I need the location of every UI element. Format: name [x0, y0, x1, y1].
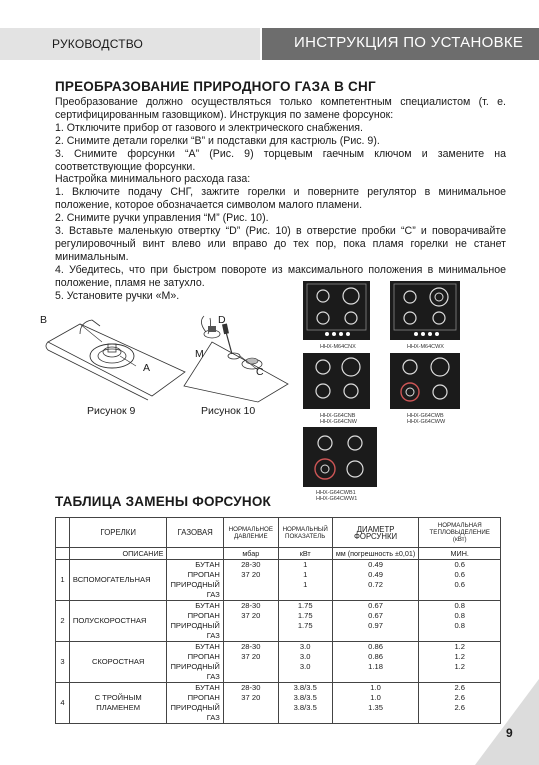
indicator-values: 1.75 1.75 1.75	[278, 601, 332, 642]
table-header-row	[56, 518, 501, 548]
heat-values: 1.2 1.2 1.2	[419, 642, 501, 683]
table-row	[56, 642, 501, 683]
indicator-values: 3.8/3.5 3.8/3.5 3.8/3.5	[278, 683, 332, 724]
model-label: HHX-G64CWB1	[316, 490, 356, 496]
diameter-values: 1.0 1.0 1.35	[332, 683, 419, 724]
paragraph: минимальным.	[55, 250, 129, 263]
figure-10-label-m: M	[195, 348, 204, 360]
model-label: HHX-M64CWX	[407, 344, 444, 350]
pressure-values: 28-30 37 20	[223, 560, 278, 601]
nozzle-table	[55, 517, 501, 724]
subheader-heat-unit: МИН.	[419, 548, 501, 560]
table-row	[56, 601, 501, 642]
subheader-indicator-unit: кВт	[278, 548, 332, 560]
indicator-values: 1 1 1	[278, 560, 332, 601]
model-label: HHX-G64CNB	[320, 413, 356, 419]
model-label: HHX-G64CWW	[407, 419, 446, 425]
burner-name: ПОЛУСКОРОСТНАЯ	[69, 601, 167, 642]
paragraph: положение, которое обозначается символом малого пламени.	[55, 199, 363, 212]
paragraph: 5. Установите ручки «M».	[55, 289, 180, 302]
row-number: 2	[56, 601, 70, 642]
hob-g64cw1-image	[303, 427, 377, 487]
burner-name: ВСПОМОГАТЕЛЬНАЯ	[69, 560, 167, 601]
diameter-values: 0.86 0.86 1.18	[332, 642, 419, 683]
header-diameter: ДИАМЕТР ФОРСУНКИ	[332, 518, 419, 548]
subheader-description: ОПИСАНИЕ	[69, 548, 167, 560]
header-burners: ГОРЕЛКИ	[69, 518, 167, 548]
pressure-values: 28-30 37 20	[223, 642, 278, 683]
header-pressure: НОРМАЛЬНОЕ ДАВЛЕНИЕ	[223, 518, 278, 548]
figure-9-caption: Рисунок 9	[87, 405, 136, 417]
table-subheader-row	[56, 548, 501, 560]
paragraph: положение, пламя не затухло.	[55, 276, 205, 289]
table-row	[56, 560, 501, 601]
figure-9-illustration	[40, 312, 190, 402]
pressure-values: 28-30 37 20	[223, 683, 278, 724]
heat-values: 0.8 0.8 0.8	[419, 601, 501, 642]
paragraph: 4. Убедитесь, что при быстром повороте из максимального положения в минимальное	[55, 263, 506, 276]
header-indicator: НОРМАЛЬНЫЙ ПОКАЗАТЕЛЬ	[278, 518, 332, 548]
paragraph: Настройка минимального расхода газа:	[55, 173, 251, 186]
header-heat: НОРМАЛЬНАЯ ТЕПЛОВЫДЕЛЕНИЕ (кВт)	[419, 518, 501, 548]
row-number: 3	[56, 642, 70, 683]
header-right-label: ИНСТРУКЦИЯ ПО УСТАНОВКЕ	[294, 34, 524, 51]
gas-types: БУТАН ПРОПАН ПРИРОДНЫЙ ГАЗ	[167, 683, 223, 724]
hob-g64cw-image	[390, 353, 460, 409]
header-left-tab	[0, 28, 260, 60]
heat-values: 2.6 2.6 2.6	[419, 683, 501, 724]
hob-g64cn-image	[303, 353, 370, 409]
model-label: HHX-G64CNW	[320, 419, 357, 425]
hob-m64cnx-image	[303, 281, 370, 340]
burner-name: С ТРОЙНЫМ ПЛАМЕНЕМ	[69, 683, 167, 724]
paragraph: 1. Отключите прибор от газового и электрического снабжения.	[55, 121, 363, 134]
figure-10-label-d: D	[218, 314, 226, 326]
diameter-values: 0.49 0.49 0.72	[332, 560, 419, 601]
subheader-diameter-unit: мм (погрешность ±0,01)	[332, 548, 419, 560]
paragraph: 2. Снимите детали горелки “B” и подставки для кастрюль (Рис. 9).	[55, 134, 380, 147]
page-number: 9	[506, 726, 513, 740]
model-label: HHX-G64CWW1	[316, 496, 358, 502]
paragraph: регулировочный винт влево или вправо до тех пор, пока пламя горелки не станет	[55, 237, 506, 250]
burner-name: СКОРОСТНАЯ	[69, 642, 167, 683]
model-label: HHX-G64CWB	[407, 413, 444, 419]
figure-9-label-a: A	[143, 362, 151, 374]
indicator-values: 3.0 3.0 3.0	[278, 642, 332, 683]
paragraph: Преобразование должно осуществляться только компетентным специалистом (т. е.	[55, 96, 506, 108]
figure-10-label-c: C	[256, 366, 264, 378]
gas-types: БУТАН ПРОПАН ПРИРОДНЫЙ ГАЗ	[167, 642, 223, 683]
header-right-tab	[262, 28, 539, 60]
heat-values: 0.6 0.6 0.6	[419, 560, 501, 601]
table-row	[56, 683, 501, 724]
header-gas: ГАЗОВАЯ	[167, 518, 223, 548]
paragraph: 1. Включите подачу СНГ, зажгите горелки и поверните регулятор в минимальное	[55, 186, 506, 199]
subheader-pressure-unit: мбар	[223, 548, 278, 560]
figure-10-caption: Рисунок 10	[201, 405, 256, 417]
paragraph: 3. Вставьте маленькую отвертку “D” (Рис. 10) в отверстие пробки “C” и поворачивайте	[55, 225, 506, 238]
gas-types: БУТАН ПРОПАН ПРИРОДНЫЙ ГАЗ	[167, 601, 223, 642]
hob-m64cwx-image	[390, 281, 460, 340]
figure-9-label-b: B	[40, 314, 48, 326]
model-label: HHX-M64CNX	[320, 344, 356, 350]
paragraph: 2. Снимите ручки управления “M” (Рис. 10).	[55, 212, 269, 225]
row-number: 4	[56, 683, 70, 724]
pressure-values: 28-30 37 20	[223, 601, 278, 642]
gas-types: БУТАН ПРОПАН ПРИРОДНЫЙ ГАЗ	[167, 560, 223, 601]
paragraph: сертифицированным газовщиком). Инструкция по замене форсунок:	[55, 108, 394, 121]
paragraph: 3. Снимите форсунки “A” (Рис. 9) торцевым гаечным ключом и замените на	[55, 147, 506, 160]
diameter-values: 0.67 0.67 0.97	[332, 601, 419, 642]
paragraph: соответствующие форсунки.	[55, 160, 196, 173]
section-title: ПРЕОБРАЗОВАНИЕ ПРИРОДНОГО ГАЗА В СНГ	[55, 79, 376, 94]
table-title: ТАБЛИЦА ЗАМЕНЫ ФОРСУНОК	[55, 494, 271, 509]
instructions-text	[55, 96, 506, 303]
row-number: 1	[56, 560, 70, 601]
header-left-label: РУКОВОДСТВО	[52, 37, 144, 51]
